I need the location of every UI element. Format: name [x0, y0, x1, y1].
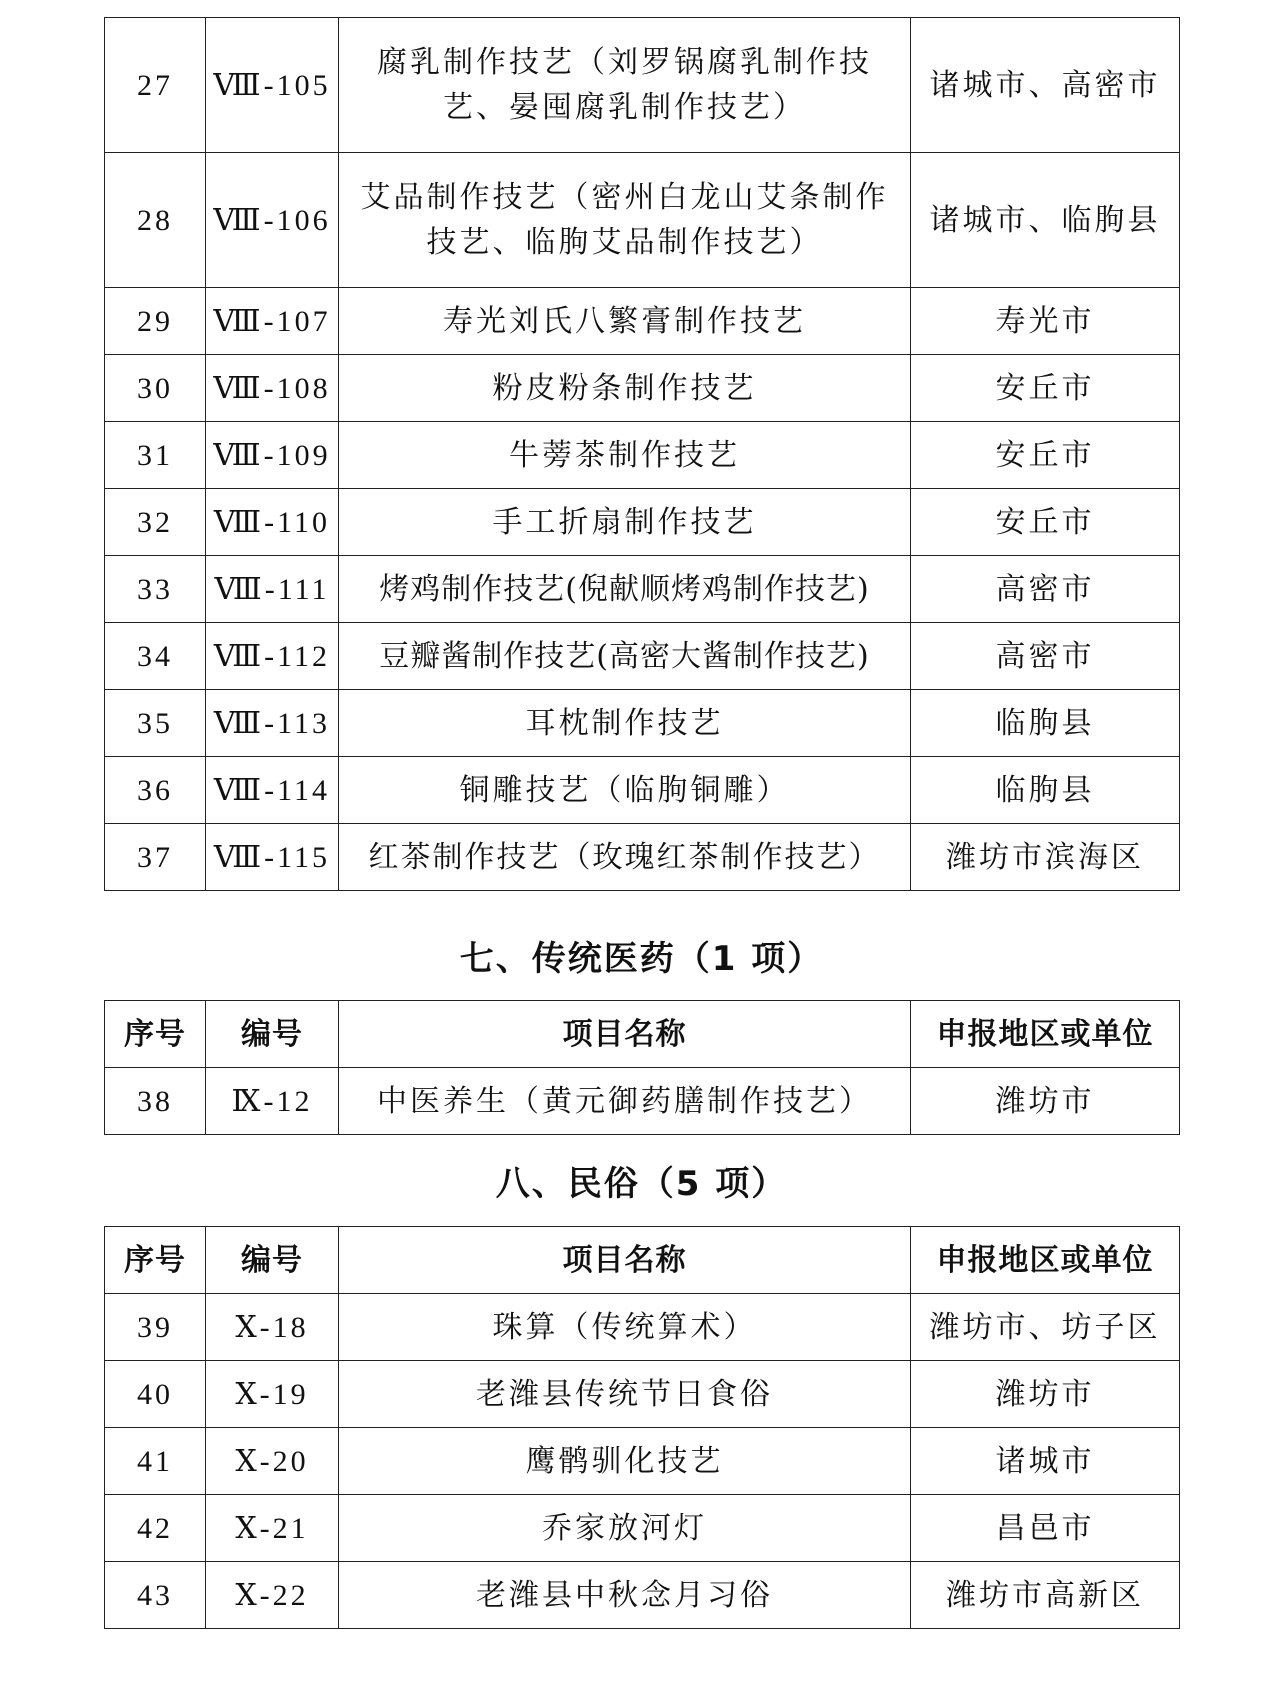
table-row — [105, 690, 1180, 757]
header-name: 项目名称 — [339, 1227, 911, 1294]
item-region: 诸城市 — [911, 1428, 1180, 1495]
table-row — [105, 556, 1180, 623]
row-number: 36 — [105, 757, 206, 824]
item-region: 潍坊市 — [911, 1068, 1180, 1135]
item-code: Ⅷ-107 — [206, 288, 339, 355]
item-code: Ⅷ-105 — [206, 18, 339, 153]
table-row — [105, 422, 1180, 489]
item-code: Ⅷ-106 — [206, 153, 339, 288]
item-name: 寿光刘氏八繁膏制作技艺 — [339, 288, 911, 355]
table-row — [105, 1361, 1180, 1428]
table-row — [105, 153, 1180, 288]
item-code: Ⅸ-12 — [206, 1068, 339, 1135]
item-region: 潍坊市、坊子区 — [911, 1294, 1180, 1361]
item-name: 耳枕制作技艺 — [339, 690, 911, 757]
table-header-row — [105, 1227, 1180, 1294]
row-number: 38 — [105, 1068, 206, 1135]
item-name: 艾品制作技艺（密州白龙山艾条制作技艺、临朐艾品制作技艺） — [339, 153, 911, 288]
row-number: 34 — [105, 623, 206, 690]
row-number: 35 — [105, 690, 206, 757]
item-region: 潍坊市滨海区 — [911, 824, 1180, 891]
section-title-traditional-medicine: 七、传统医药（1 项） — [459, 939, 824, 979]
row-number: 29 — [105, 288, 206, 355]
table-body — [105, 18, 1180, 891]
table-row — [105, 288, 1180, 355]
heritage-table-folk-customs — [104, 1226, 1180, 1629]
item-name: 烤鸡制作技艺(倪献顺烤鸡制作技艺) — [339, 556, 911, 623]
row-number: 41 — [105, 1428, 206, 1495]
row-number: 37 — [105, 824, 206, 891]
item-name: 鹰鹘驯化技艺 — [339, 1428, 911, 1495]
item-code: Ⅷ-111 — [206, 556, 339, 623]
item-region: 诸城市、临朐县 — [911, 153, 1180, 288]
table-row — [105, 489, 1180, 556]
item-code: Ⅷ-113 — [206, 690, 339, 757]
item-region: 诸城市、高密市 — [911, 18, 1180, 153]
header-num: 序号 — [105, 1227, 206, 1294]
item-name: 珠算（传统算术） — [339, 1294, 911, 1361]
table-row — [105, 1495, 1180, 1562]
table-row — [105, 757, 1180, 824]
section-title-folk-customs: 八、民俗（5 项） — [495, 1164, 788, 1204]
item-region: 潍坊市高新区 — [911, 1562, 1180, 1629]
item-region: 安丘市 — [911, 355, 1180, 422]
row-number: 30 — [105, 355, 206, 422]
item-code: Ⅷ-114 — [206, 757, 339, 824]
header-code: 编号 — [206, 1001, 339, 1068]
item-name: 手工折扇制作技艺 — [339, 489, 911, 556]
item-name: 铜雕技艺（临朐铜雕） — [339, 757, 911, 824]
row-number: 40 — [105, 1361, 206, 1428]
item-region: 潍坊市 — [911, 1361, 1180, 1428]
item-region: 临朐县 — [911, 690, 1180, 757]
item-region: 安丘市 — [911, 422, 1180, 489]
table-row — [105, 1562, 1180, 1629]
table-row — [105, 1428, 1180, 1495]
item-code: Ⅹ-21 — [206, 1495, 339, 1562]
item-code: Ⅷ-108 — [206, 355, 339, 422]
row-number: 32 — [105, 489, 206, 556]
table-row — [105, 1294, 1180, 1361]
row-number: 39 — [105, 1294, 206, 1361]
item-name: 腐乳制作技艺（刘罗锅腐乳制作技艺、晏囤腐乳制作技艺） — [339, 18, 911, 153]
table-row — [105, 1068, 1180, 1135]
row-number: 31 — [105, 422, 206, 489]
item-name: 老潍县传统节日食俗 — [339, 1361, 911, 1428]
item-name: 豆瓣酱制作技艺(高密大酱制作技艺) — [339, 623, 911, 690]
item-name: 中医养生（黄元御药膳制作技艺） — [339, 1068, 911, 1135]
item-name: 牛蒡茶制作技艺 — [339, 422, 911, 489]
row-number: 33 — [105, 556, 206, 623]
item-region: 高密市 — [911, 556, 1180, 623]
table-row — [105, 18, 1180, 153]
heritage-table-traditional-medicine — [104, 1000, 1180, 1135]
row-number: 28 — [105, 153, 206, 288]
table-row — [105, 623, 1180, 690]
header-code: 编号 — [206, 1227, 339, 1294]
header-region: 申报地区或单位 — [911, 1227, 1180, 1294]
header-name: 项目名称 — [339, 1001, 911, 1068]
header-num: 序号 — [105, 1001, 206, 1068]
item-code: Ⅹ-18 — [206, 1294, 339, 1361]
item-region: 临朐县 — [911, 757, 1180, 824]
row-number: 43 — [105, 1562, 206, 1629]
item-code: Ⅷ-115 — [206, 824, 339, 891]
table-row — [105, 824, 1180, 891]
item-name: 乔家放河灯 — [339, 1495, 911, 1562]
item-code: Ⅷ-112 — [206, 623, 339, 690]
item-region: 昌邑市 — [911, 1495, 1180, 1562]
item-region: 高密市 — [911, 623, 1180, 690]
item-code: Ⅹ-19 — [206, 1361, 339, 1428]
heritage-table-traditional-crafts — [104, 17, 1180, 891]
item-code: Ⅹ-20 — [206, 1428, 339, 1495]
row-number: 42 — [105, 1495, 206, 1562]
item-code: Ⅷ-110 — [206, 489, 339, 556]
item-name: 粉皮粉条制作技艺 — [339, 355, 911, 422]
table-header-row — [105, 1001, 1180, 1068]
item-code: Ⅷ-109 — [206, 422, 339, 489]
header-region: 申报地区或单位 — [911, 1001, 1180, 1068]
item-region: 寿光市 — [911, 288, 1180, 355]
item-name: 老潍县中秋念月习俗 — [339, 1562, 911, 1629]
table-row — [105, 355, 1180, 422]
item-region: 安丘市 — [911, 489, 1180, 556]
item-name: 红茶制作技艺（玫瑰红茶制作技艺） — [339, 824, 911, 891]
row-number: 27 — [105, 18, 206, 153]
item-code: Ⅹ-22 — [206, 1562, 339, 1629]
